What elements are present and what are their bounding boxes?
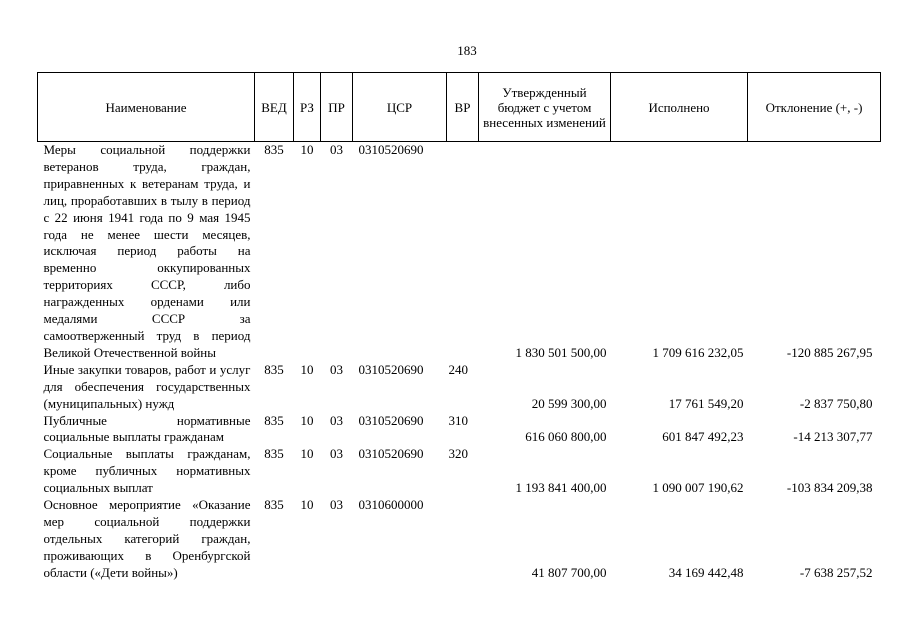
row-pr: 03	[330, 361, 343, 377]
row-vr	[447, 142, 479, 362]
header-pr: ПР	[321, 73, 353, 142]
row-executed: 1 090 007 190,62	[652, 480, 744, 496]
row-executed: 17 761 549,20	[668, 395, 744, 411]
row-rz: 10	[300, 142, 314, 157]
row-vr	[447, 497, 479, 582]
row-deviation: -14 213 307,77	[793, 429, 873, 445]
row-deviation: -120 885 267,95	[786, 344, 873, 360]
row-ved: 835	[264, 142, 284, 157]
row-rz: 10	[300, 497, 314, 513]
table-row	[38, 446, 881, 497]
table-row	[38, 142, 881, 362]
row-csr: 0310600000	[358, 497, 424, 513]
table-header-row	[38, 73, 881, 142]
row-budget: 616 060 800,00	[525, 429, 607, 445]
row-rz: 10	[300, 412, 314, 428]
row-name: Меры социальной поддержки ветеранов труда, граждан, приравненных к ветеранам труда, и лиц, проработавших в тылу в период с 22 июня 1941 года по 9 мая 1945 года не менее шести месяцев, исключая период работы на временно оккупированных территориях СССР, либо награжденных орденами или медалями СССР за самоотверженный труд в период Великой Отечественной войны	[43, 142, 251, 360]
row-executed: 1 709 616 232,05	[652, 344, 744, 360]
row-name: Социальные выплаты гражданам, кроме публичных нормативных социальных выплат	[43, 446, 251, 496]
header-csr: ЦСР	[353, 73, 447, 142]
header-rz: РЗ	[294, 73, 321, 142]
page-number: 183	[457, 43, 477, 58]
header-name: Наименование	[38, 73, 255, 142]
row-name: Основное мероприятие «Оказание мер социальной поддержки отдельных категорий граждан, проживающих в Оренбургской области («Дети войны»)	[43, 497, 251, 580]
row-deviation: -2 837 750,80	[799, 395, 873, 411]
header-vr: ВР	[447, 73, 479, 142]
table-row	[38, 497, 881, 582]
row-deviation: -7 638 257,52	[799, 564, 873, 580]
row-csr: 0310520690	[358, 412, 424, 428]
row-rz: 10	[300, 361, 314, 377]
header-ved: ВЕД	[255, 73, 294, 142]
row-ved: 835	[264, 497, 284, 513]
row-executed: 601 847 492,23	[662, 429, 744, 445]
row-name: Публичные нормативные социальные выплаты гражданам	[43, 412, 251, 445]
row-ved: 835	[264, 412, 284, 428]
budget-execution-table	[37, 72, 881, 582]
row-vr: 310	[448, 412, 468, 428]
table-row	[38, 413, 881, 447]
row-pr: 03	[330, 497, 343, 513]
row-budget: 41 807 700,00	[531, 564, 607, 580]
row-ved: 835	[264, 446, 284, 462]
row-csr: 0310520690	[358, 142, 424, 157]
row-pr: 03	[330, 412, 343, 428]
row-budget: 20 599 300,00	[531, 395, 607, 411]
row-name: Иные закупки товаров, работ и услуг для обеспечения государственных (муниципальных) нужд	[43, 361, 251, 411]
row-csr: 0310520690	[358, 361, 424, 377]
row-budget: 1 193 841 400,00	[515, 480, 607, 496]
row-executed: 34 169 442,48	[668, 564, 744, 580]
row-budget: 1 830 501 500,00	[515, 344, 607, 360]
row-vr: 320	[448, 446, 468, 462]
header-budget: Утвержденный бюджет с учетом внесенных изменений	[479, 73, 611, 142]
row-deviation: -103 834 209,38	[786, 480, 873, 496]
header-executed: Исполнено	[611, 73, 748, 142]
row-vr: 240	[448, 361, 468, 377]
row-rz: 10	[300, 446, 314, 462]
row-ved: 835	[264, 361, 284, 377]
row-csr: 0310520690	[358, 446, 424, 462]
header-deviation: Отклонение (+, -)	[748, 73, 881, 142]
table-row	[38, 362, 881, 413]
row-pr: 03	[330, 446, 343, 462]
row-pr: 03	[330, 142, 343, 157]
